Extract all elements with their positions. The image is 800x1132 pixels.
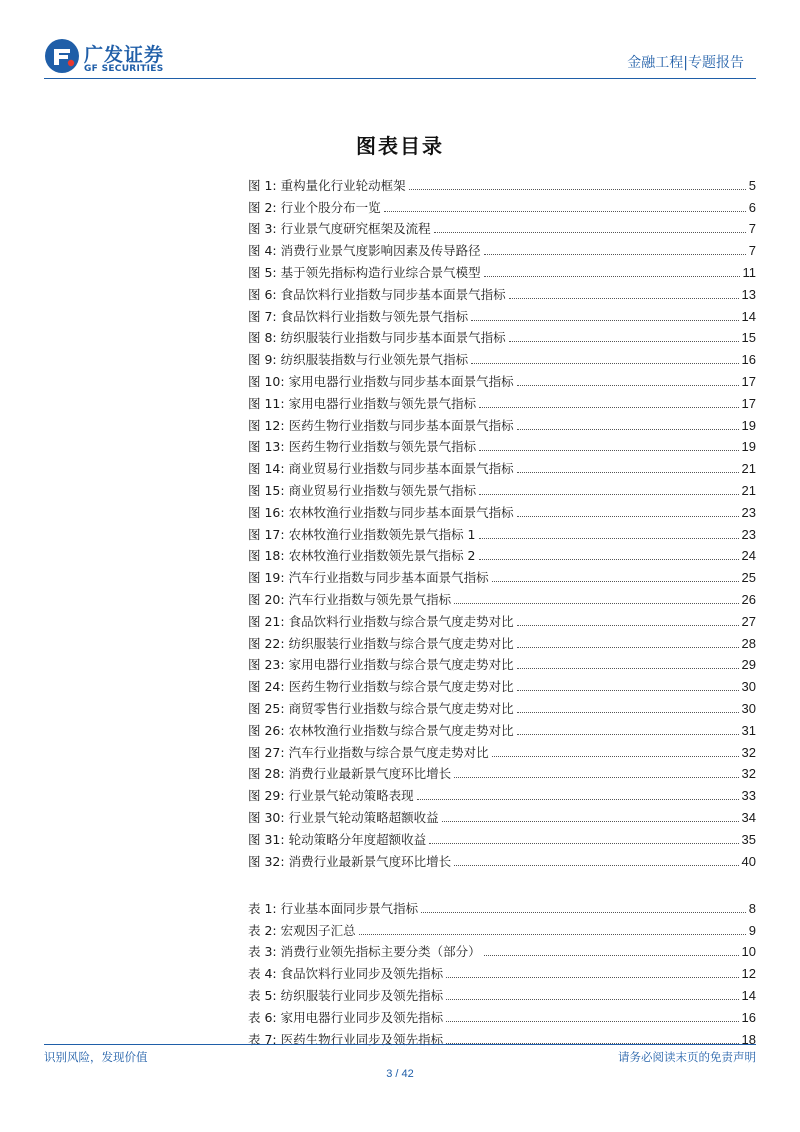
toc-entry-label: 表 7: 医药生物行业同步及领先指标 bbox=[248, 1031, 444, 1047]
dot-leader bbox=[454, 865, 738, 866]
toc-entry-label: 图 23: 家用电器行业指数与综合景气度走势对比 bbox=[248, 657, 514, 673]
dot-leader bbox=[417, 799, 739, 800]
header-divider bbox=[44, 78, 756, 79]
dot-leader bbox=[517, 690, 739, 691]
toc-entry-label: 图 15: 商业贸易行业指数与领先景气指标 bbox=[248, 482, 477, 498]
dot-leader bbox=[517, 625, 739, 626]
toc-entry-label: 图 10: 家用电器行业指数与同步基本面景气指标 bbox=[248, 373, 514, 389]
dot-leader bbox=[517, 712, 739, 713]
dot-leader bbox=[517, 668, 739, 669]
toc-entry-label: 图 22: 纺织服装行业指数与综合景气度走势对比 bbox=[248, 635, 514, 651]
dot-leader bbox=[517, 472, 739, 473]
toc-entry-label: 图 24: 医药生物行业指数与综合景气度走势对比 bbox=[248, 679, 514, 695]
dot-leader bbox=[479, 407, 738, 408]
toc-entry-label: 图 26: 农林牧渔行业指数与综合景气度走势对比 bbox=[248, 722, 514, 738]
footer-slogan: 识别风险，发现价值 bbox=[44, 1050, 148, 1064]
toc-entry-page: 7 bbox=[748, 221, 756, 237]
toc-figure-entry[interactable] bbox=[248, 695, 756, 717]
toc-figure-entry[interactable] bbox=[248, 630, 756, 652]
dot-leader bbox=[492, 756, 739, 757]
dot-leader bbox=[446, 977, 738, 978]
toc-entry-page: 32 bbox=[741, 766, 756, 782]
toc-entry-label: 表 6: 家用电器行业同步及领先指标 bbox=[248, 1009, 444, 1025]
page-header bbox=[0, 0, 800, 82]
dot-leader bbox=[484, 276, 740, 277]
dot-leader bbox=[442, 821, 739, 822]
toc-figure-entry[interactable] bbox=[248, 477, 756, 499]
toc-entry-label: 图 28: 消费行业最新景气度环比增长 bbox=[248, 766, 452, 782]
toc-entry-page: 12 bbox=[741, 966, 756, 982]
toc-entry-page: 14 bbox=[741, 987, 756, 1003]
toc-entry-label: 图 30: 行业景气轮动策略超额收益 bbox=[248, 809, 439, 825]
toc-table-entry[interactable] bbox=[248, 1004, 756, 1026]
dot-leader bbox=[517, 385, 739, 386]
toc-entry-page: 18 bbox=[741, 1031, 756, 1047]
dot-leader bbox=[409, 189, 746, 190]
dot-leader bbox=[479, 538, 739, 539]
toc-entry-label: 表 3: 消费行业领先指标主要分类（部分） bbox=[248, 944, 481, 960]
toc-figure-entry[interactable] bbox=[248, 216, 756, 238]
toc-figure-entry[interactable] bbox=[248, 434, 756, 456]
toc-entry-page: 11 bbox=[742, 264, 756, 280]
company-logo bbox=[44, 38, 174, 78]
dot-leader bbox=[509, 341, 739, 342]
toc-entry-page: 17 bbox=[741, 373, 756, 389]
toc-entry-page: 17 bbox=[741, 395, 756, 411]
dot-leader bbox=[492, 581, 739, 582]
toc-figure-entry[interactable] bbox=[248, 325, 756, 347]
toc-figure-entry[interactable] bbox=[248, 281, 756, 303]
toc-entry-label: 图 12: 医药生物行业指数与同步基本面景气指标 bbox=[248, 417, 514, 433]
toc-entry-label: 图 9: 纺织服装指数与行业领先景气指标 bbox=[248, 352, 469, 368]
toc-entry-page: 23 bbox=[741, 526, 756, 542]
toc-figure-entry[interactable] bbox=[248, 521, 756, 543]
toc-entry-page: 16 bbox=[741, 1009, 756, 1025]
toc-table-entry[interactable] bbox=[248, 917, 756, 939]
dot-leader bbox=[484, 955, 739, 956]
toc-entry-label: 表 1: 行业基本面同步景气指标 bbox=[248, 900, 419, 916]
toc-entry-page: 26 bbox=[741, 591, 756, 607]
toc-entry-page: 19 bbox=[741, 439, 756, 455]
toc-figure-entry[interactable] bbox=[248, 804, 756, 826]
dot-leader bbox=[471, 363, 738, 364]
toc-entry-page: 16 bbox=[741, 352, 756, 368]
toc-figure-entry[interactable] bbox=[248, 608, 756, 630]
toc-figure-entry[interactable] bbox=[248, 543, 756, 565]
company-name-en: GF SECURITIES bbox=[84, 64, 164, 74]
toc-figure-entry[interactable] bbox=[248, 194, 756, 216]
toc-entry-label: 图 7: 食品饮料行业指数与领先景气指标 bbox=[248, 308, 469, 324]
toc-figure-entry[interactable] bbox=[248, 390, 756, 412]
toc-entry-label: 图 3: 行业景气度研究框架及流程 bbox=[248, 221, 431, 237]
toc-entry-label: 图 25: 商贸零售行业指数与综合景气度走势对比 bbox=[248, 700, 514, 716]
dot-leader bbox=[479, 494, 738, 495]
figure-list bbox=[248, 172, 756, 870]
dot-leader bbox=[384, 211, 746, 212]
toc-entry-page: 13 bbox=[741, 286, 756, 302]
dot-leader bbox=[479, 450, 738, 451]
toc-entry-page: 5 bbox=[748, 177, 756, 193]
toc-figure-entry[interactable] bbox=[248, 673, 756, 695]
toc-figure-entry[interactable] bbox=[248, 237, 756, 259]
toc-table-entry[interactable] bbox=[248, 960, 756, 982]
toc-figure-entry[interactable] bbox=[248, 826, 756, 848]
toc-entry-page: 32 bbox=[741, 744, 756, 760]
toc-entry-page: 30 bbox=[741, 700, 756, 716]
dot-leader bbox=[517, 516, 739, 517]
toc-figure-entry[interactable] bbox=[248, 303, 756, 325]
toc-title: 图表目录 bbox=[356, 134, 444, 158]
toc-entry-page: 29 bbox=[741, 657, 756, 673]
toc-table-entry[interactable] bbox=[248, 982, 756, 1004]
dot-leader bbox=[479, 559, 739, 560]
toc-entry-page: 8 bbox=[748, 900, 756, 916]
toc-table-entry[interactable] bbox=[248, 939, 756, 961]
toc-entry-label: 图 29: 行业景气轮动策略表现 bbox=[248, 788, 414, 804]
toc-figure-entry[interactable] bbox=[248, 346, 756, 368]
toc-entry-label: 图 11: 家用电器行业指数与领先景气指标 bbox=[248, 395, 477, 411]
toc-figure-entry[interactable] bbox=[248, 412, 756, 434]
report-type: 金融工程|专题报告 bbox=[627, 55, 744, 71]
toc-figure-entry[interactable] bbox=[248, 368, 756, 390]
toc-entry-label: 图 13: 医药生物行业指数与领先景气指标 bbox=[248, 439, 477, 455]
toc-entry-page: 28 bbox=[741, 635, 756, 651]
toc-entry-page: 19 bbox=[741, 417, 756, 433]
company-name-cn: 广发证券 bbox=[84, 44, 165, 66]
dot-leader bbox=[471, 320, 738, 321]
footer-divider bbox=[44, 1044, 756, 1045]
toc-entry-page: 33 bbox=[741, 788, 756, 804]
toc-figure-entry[interactable] bbox=[248, 586, 756, 608]
dot-leader bbox=[509, 298, 739, 299]
dot-leader bbox=[484, 254, 746, 255]
toc-table-entry[interactable] bbox=[248, 895, 756, 917]
toc-entry-page: 6 bbox=[748, 199, 756, 215]
toc-entry-label: 图 31: 轮动策略分年度超额收益 bbox=[248, 831, 427, 847]
dot-leader bbox=[454, 777, 738, 778]
toc-entry-label: 图 4: 消费行业景气度影响因素及传导路径 bbox=[248, 243, 481, 259]
dot-leader bbox=[446, 1021, 738, 1022]
toc-entry-label: 图 16: 农林牧渔行业指数与同步基本面景气指标 bbox=[248, 504, 514, 520]
toc-entry-label: 图 6: 食品饮料行业指数与同步基本面景气指标 bbox=[248, 286, 506, 302]
toc-entry-page: 23 bbox=[741, 504, 756, 520]
toc-entry-page: 21 bbox=[741, 482, 756, 498]
dot-leader bbox=[446, 999, 738, 1000]
dot-leader bbox=[517, 734, 739, 735]
toc-entry-page: 10 bbox=[741, 944, 756, 960]
toc-entry-label: 图 21: 食品饮料行业指数与综合景气度走势对比 bbox=[248, 613, 514, 629]
toc-entry-label: 表 4: 食品饮料行业同步及领先指标 bbox=[248, 966, 444, 982]
toc-entry-page: 40 bbox=[741, 853, 756, 869]
toc-entry-label: 图 32: 消费行业最新景气度环比增长 bbox=[248, 853, 452, 869]
toc-figure-entry[interactable] bbox=[248, 848, 756, 870]
toc-figure-entry[interactable] bbox=[248, 761, 756, 783]
toc-entry-page: 35 bbox=[741, 831, 756, 847]
toc-figure-entry[interactable] bbox=[248, 652, 756, 674]
toc-entry-page: 15 bbox=[741, 330, 756, 346]
toc-entry-page: 25 bbox=[741, 570, 756, 586]
toc-entry-page: 34 bbox=[741, 809, 756, 825]
toc-entry-page: 9 bbox=[748, 922, 756, 938]
dot-leader bbox=[517, 647, 739, 648]
toc-figure-entry[interactable] bbox=[248, 782, 756, 804]
dot-leader bbox=[517, 429, 739, 430]
toc-entry-page: 7 bbox=[748, 243, 756, 259]
toc-entry-label: 图 14: 商业贸易行业指数与同步基本面景气指标 bbox=[248, 461, 514, 477]
toc-entry-label: 图 1: 重构量化行业轮动框架 bbox=[248, 177, 406, 193]
toc-figure-entry[interactable] bbox=[248, 717, 756, 739]
toc-entry-label: 图 17: 农林牧渔行业指数领先景气指标 1 bbox=[248, 526, 476, 542]
toc-figure-entry[interactable] bbox=[248, 739, 756, 761]
toc-entry-page: 21 bbox=[741, 461, 756, 477]
toc-entry-page: 14 bbox=[741, 308, 756, 324]
toc-entry-label: 图 20: 汽车行业指数与领先景气指标 bbox=[248, 591, 452, 607]
dot-leader bbox=[454, 603, 738, 604]
toc-entry-label: 图 27: 汽车行业指数与综合景气度走势对比 bbox=[248, 744, 489, 760]
toc-entry-label: 图 8: 纺织服装行业指数与同步基本面景气指标 bbox=[248, 330, 506, 346]
dot-leader bbox=[429, 843, 738, 844]
toc-entry-label: 图 18: 农林牧渔行业指数领先景气指标 2 bbox=[248, 548, 476, 564]
toc-figure-entry[interactable] bbox=[248, 172, 756, 194]
dot-leader bbox=[434, 232, 746, 233]
toc-entry-page: 31 bbox=[741, 722, 756, 738]
page-number: 3 / 42 bbox=[386, 1068, 414, 1080]
table-list bbox=[248, 895, 756, 1048]
toc-figure-entry[interactable] bbox=[248, 455, 756, 477]
toc-entry-page: 24 bbox=[741, 548, 756, 564]
dot-leader bbox=[359, 934, 746, 935]
dot-leader bbox=[421, 912, 746, 913]
toc-entry-label: 图 5: 基于领先指标构造行业综合景气模型 bbox=[248, 264, 481, 280]
toc-figure-entry[interactable] bbox=[248, 259, 756, 281]
toc-entry-label: 图 2: 行业个股分布一览 bbox=[248, 199, 381, 215]
toc-entry-label: 表 5: 纺织服装行业同步及领先指标 bbox=[248, 987, 444, 1003]
footer-disclaimer: 请务必阅读末页的免责声明 bbox=[618, 1050, 756, 1064]
toc-entry-page: 27 bbox=[741, 613, 756, 629]
toc-entry-label: 表 2: 宏观因子汇总 bbox=[248, 922, 356, 938]
toc-entry-page: 30 bbox=[741, 679, 756, 695]
gf-logo-icon bbox=[44, 38, 80, 74]
toc-entry-label: 图 19: 汽车行业指数与同步基本面景气指标 bbox=[248, 570, 489, 586]
toc-figure-entry[interactable] bbox=[248, 564, 756, 586]
toc-figure-entry[interactable] bbox=[248, 499, 756, 521]
